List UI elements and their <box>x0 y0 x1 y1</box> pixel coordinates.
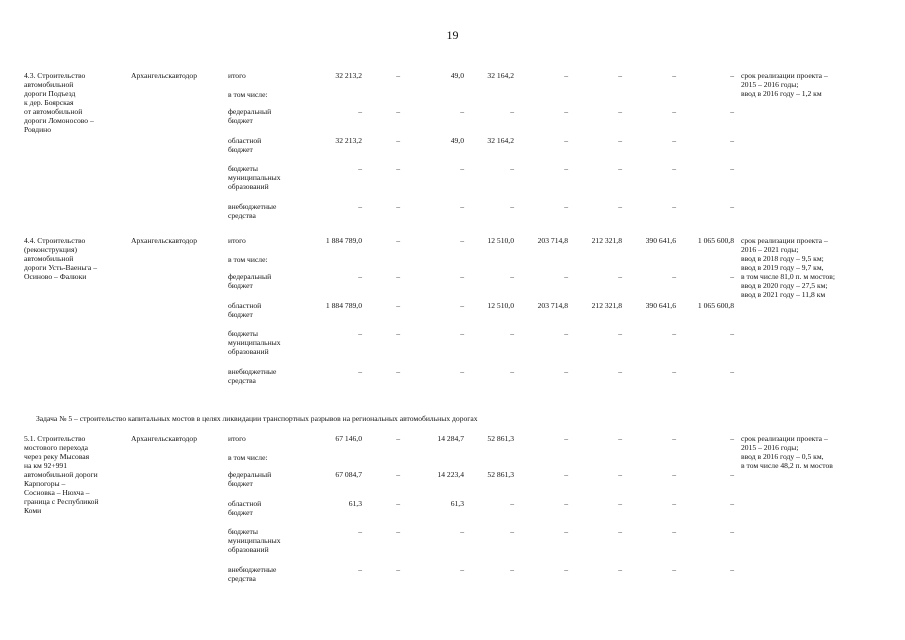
funding-source: федеральный бюджет <box>228 272 272 290</box>
amount-cell: – <box>618 527 622 536</box>
amount-cell: – <box>672 107 676 116</box>
funding-source: итого <box>228 71 246 80</box>
funding-source: бюджеты муниципальных образований <box>228 329 281 356</box>
amount-cell: – <box>396 367 400 376</box>
executor: Архангельскавтодор <box>131 434 198 443</box>
amount-cell: – <box>672 527 676 536</box>
amount-cell: – <box>730 367 734 376</box>
project-name: 5.1. Строительство мостового перехода через реку Мысовая на км 92+991 автомобильной дороги Карпогоры – Сосновка – Нюхча – граница с Республикой Коми <box>24 434 99 515</box>
funding-source: бюджеты муниципальных образований <box>228 164 281 191</box>
amount-cell: – <box>618 434 622 443</box>
amount-cell: – <box>618 136 622 145</box>
amount-cell: – <box>460 367 464 376</box>
funding-source: итого <box>228 434 246 443</box>
amount-cell: – <box>358 565 362 574</box>
amount-cell: – <box>510 272 514 281</box>
amount-cell: – <box>564 565 568 574</box>
amount-cell: – <box>672 136 676 145</box>
amount-cell: – <box>618 164 622 173</box>
amount-cell: – <box>672 565 676 574</box>
amount-cell: – <box>510 527 514 536</box>
amount-cell: 12 510,0 <box>487 301 514 310</box>
project-note: срок реализации проекта – 2015 – 2016 годы; ввод в 2016 году – 0,5 км, в том числе 48,2 п. м мостов <box>741 434 833 470</box>
amount-cell: – <box>396 527 400 536</box>
amount-cell: – <box>672 499 676 508</box>
amount-cell: – <box>396 565 400 574</box>
amount-cell: 203 714,8 <box>537 236 568 245</box>
amount-cell: – <box>672 202 676 211</box>
amount-cell: – <box>510 164 514 173</box>
amount-cell: – <box>672 272 676 281</box>
amount-cell: – <box>618 107 622 116</box>
amount-cell: – <box>730 434 734 443</box>
amount-cell: – <box>564 202 568 211</box>
amount-cell: – <box>564 71 568 80</box>
amount-cell: – <box>672 434 676 443</box>
amount-cell: – <box>396 499 400 508</box>
amount-cell: 32 213,2 <box>335 136 362 145</box>
amount-cell: – <box>510 202 514 211</box>
amount-cell: – <box>564 329 568 338</box>
funding-source: федеральный бюджет <box>228 107 272 125</box>
amount-cell: – <box>460 164 464 173</box>
amount-cell: – <box>672 71 676 80</box>
amount-cell: – <box>396 301 400 310</box>
project-note: срок реализации проекта – 2015 – 2016 годы; ввод в 2016 году – 1,2 км <box>741 71 828 98</box>
amount-cell: – <box>618 470 622 479</box>
amount-cell: 12 510,0 <box>487 236 514 245</box>
amount-cell: – <box>672 164 676 173</box>
amount-cell: 390 641,6 <box>645 236 676 245</box>
amount-cell: – <box>618 329 622 338</box>
amount-cell: 67 146,0 <box>335 434 362 443</box>
amount-cell: – <box>564 136 568 145</box>
amount-cell: – <box>460 565 464 574</box>
funding-source: внебюджетные средства <box>228 367 277 385</box>
amount-cell: 1 065 600,8 <box>697 301 734 310</box>
amount-cell: – <box>358 107 362 116</box>
amount-cell: – <box>730 565 734 574</box>
amount-cell: 212 321,8 <box>591 236 622 245</box>
amount-cell: 32 213,2 <box>335 71 362 80</box>
amount-cell: – <box>564 434 568 443</box>
amount-cell: – <box>564 527 568 536</box>
amount-cell: – <box>672 329 676 338</box>
executor: Архангельскавтодор <box>131 71 198 80</box>
amount-cell: 52 861,3 <box>487 470 514 479</box>
amount-cell: – <box>396 202 400 211</box>
funding-source: в том числе: <box>228 453 268 462</box>
amount-cell: – <box>730 136 734 145</box>
amount-cell: – <box>730 272 734 281</box>
funding-source: областной бюджет <box>228 301 262 319</box>
amount-cell: – <box>730 470 734 479</box>
funding-source: в том числе: <box>228 90 268 99</box>
amount-cell: – <box>396 236 400 245</box>
project-name: 4.4. Строительство (реконструкция) автомобильной дороги Усть-Ваеньга – Осиново – Фалюки <box>24 236 97 281</box>
amount-cell: 14 284,7 <box>437 434 464 443</box>
amount-cell: – <box>396 329 400 338</box>
amount-cell: – <box>396 272 400 281</box>
amount-cell: 67 084,7 <box>335 470 362 479</box>
amount-cell: – <box>396 107 400 116</box>
amount-cell: – <box>396 136 400 145</box>
amount-cell: – <box>618 202 622 211</box>
amount-cell: 1 884 789,0 <box>325 301 362 310</box>
amount-cell: – <box>460 272 464 281</box>
funding-source: областной бюджет <box>228 499 262 517</box>
amount-cell: 52 861,3 <box>487 434 514 443</box>
amount-cell: – <box>358 329 362 338</box>
project-name: 4.3. Строительство автомобильной дороги Подъезд к дер. Боярская от автомобильной дороги Ломоносово – Ровдино <box>24 71 94 134</box>
task-heading: Задача № 5 – строительство капитальных мостов в целях ликвидации транспортных разрывов на региональных автомобильных дорогах <box>36 414 478 423</box>
amount-cell: – <box>510 329 514 338</box>
funding-source: областной бюджет <box>228 136 262 154</box>
amount-cell: – <box>396 71 400 80</box>
amount-cell: 390 641,6 <box>645 301 676 310</box>
amount-cell: – <box>510 367 514 376</box>
amount-cell: 1 884 789,0 <box>325 236 362 245</box>
amount-cell: – <box>460 202 464 211</box>
executor: Архангельскавтодор <box>131 236 198 245</box>
amount-cell: 203 714,8 <box>537 301 568 310</box>
amount-cell: – <box>730 527 734 536</box>
amount-cell: 49,0 <box>450 71 464 80</box>
page-number: 19 <box>446 28 459 42</box>
project-note: срок реализации проекта – 2016 – 2021 годы; ввод в 2018 году – 9,5 км; ввод в 2019 году – 9,7 км, в том числе 81,0 п. м мостов; ввод в 2020 году – 27,5 км; ввод в 2021 году – 11,8 км <box>741 236 835 299</box>
amount-cell: – <box>730 202 734 211</box>
amount-cell: – <box>358 272 362 281</box>
amount-cell: – <box>564 164 568 173</box>
amount-cell: – <box>672 367 676 376</box>
amount-cell: – <box>618 71 622 80</box>
amount-cell: – <box>510 499 514 508</box>
amount-cell: 1 065 600,8 <box>697 236 734 245</box>
amount-cell: – <box>358 164 362 173</box>
amount-cell: – <box>460 301 464 310</box>
amount-cell: – <box>564 470 568 479</box>
funding-source: итого <box>228 236 246 245</box>
amount-cell: – <box>510 565 514 574</box>
amount-cell: – <box>358 202 362 211</box>
amount-cell: – <box>460 329 464 338</box>
funding-source: федеральный бюджет <box>228 470 272 488</box>
amount-cell: – <box>730 107 734 116</box>
amount-cell: 14 223,4 <box>437 470 464 479</box>
amount-cell: – <box>564 367 568 376</box>
amount-cell: – <box>618 565 622 574</box>
amount-cell: – <box>358 527 362 536</box>
amount-cell: 32 164,2 <box>487 136 514 145</box>
amount-cell: – <box>460 236 464 245</box>
amount-cell: – <box>564 272 568 281</box>
amount-cell: 32 164,2 <box>487 71 514 80</box>
amount-cell: 61,3 <box>348 499 362 508</box>
amount-cell: – <box>672 470 676 479</box>
amount-cell: 61,3 <box>450 499 464 508</box>
funding-source: внебюджетные средства <box>228 565 277 583</box>
funding-source: внебюджетные средства <box>228 202 277 220</box>
amount-cell: – <box>618 367 622 376</box>
amount-cell: – <box>396 434 400 443</box>
amount-cell: – <box>396 164 400 173</box>
funding-source: в том числе: <box>228 255 268 264</box>
amount-cell: 212 321,8 <box>591 301 622 310</box>
amount-cell: – <box>730 71 734 80</box>
amount-cell: – <box>618 272 622 281</box>
amount-cell: – <box>460 527 464 536</box>
amount-cell: – <box>618 499 622 508</box>
amount-cell: – <box>510 107 514 116</box>
amount-cell: – <box>358 367 362 376</box>
amount-cell: – <box>564 499 568 508</box>
funding-source: бюджеты муниципальных образований <box>228 527 281 554</box>
amount-cell: – <box>730 499 734 508</box>
amount-cell: – <box>564 107 568 116</box>
amount-cell: – <box>730 164 734 173</box>
amount-cell: – <box>460 107 464 116</box>
amount-cell: 49,0 <box>450 136 464 145</box>
amount-cell: – <box>730 329 734 338</box>
amount-cell: – <box>396 470 400 479</box>
